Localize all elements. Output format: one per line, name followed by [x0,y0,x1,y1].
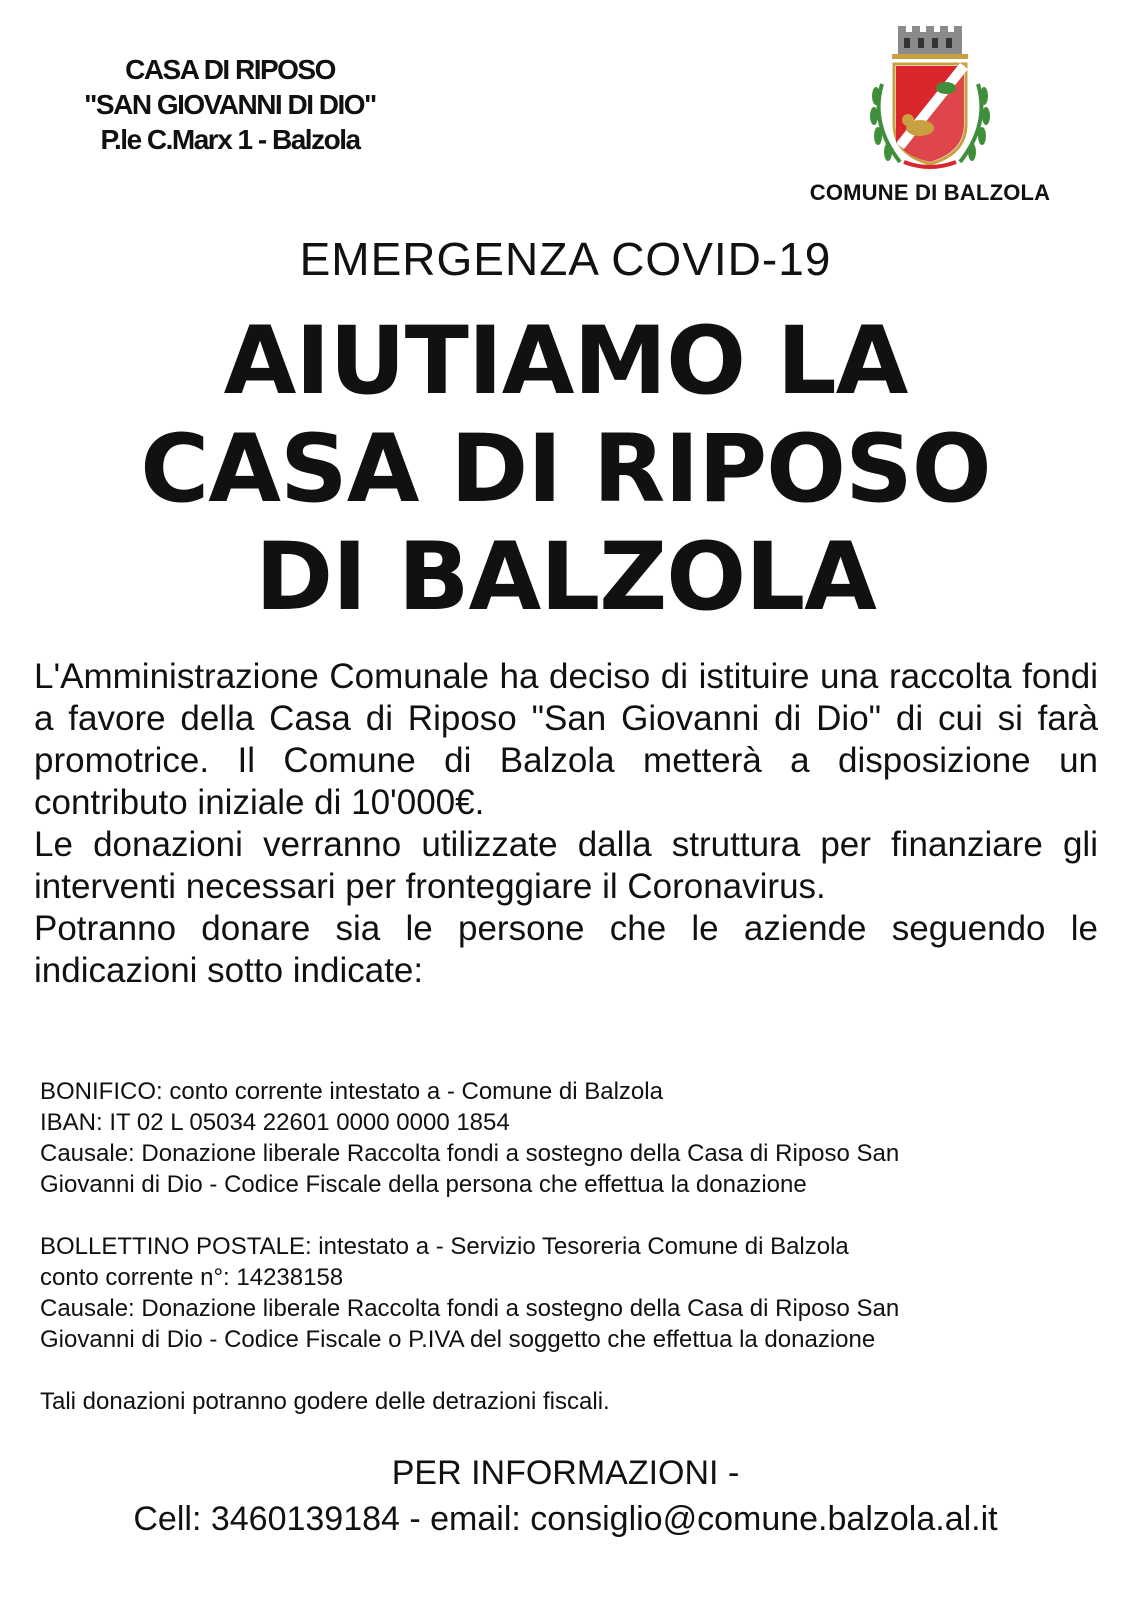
sender-line-1: CASA DI RIPOSO [125,54,335,85]
coat-of-arms-icon [860,24,1000,174]
bollettino-number: conto corrente n°: 14238158 [40,1264,344,1291]
paragraph-fundraising: L'Amministrazione Comunale ha deciso di istituire una raccolta fondi a favore della Casa di Riposo "San Giovanni di Dio" di cui si farà promotrice. Il Comune di Balzola metterà a disposizione un contributo iniziale di 10'000€. [34,657,1098,822]
paragraph-donations-use: Le donazioni verranno utilizzate dalla struttura per finanziare gli interventi necessari per fronteggiare il Coronavirus. [34,825,1098,906]
bonifico-account: BONIFICO: conto corrente intestato a - Comune di Balzola [40,1078,663,1105]
bollettino-block [40,1231,1100,1355]
comune-crest [800,24,1060,206]
bonifico-block [40,1076,1100,1200]
announcement-body [34,656,1098,992]
tax-note: Tali donazioni potranno godere delle detrazioni fiscali. [40,1388,610,1415]
bonifico-causale: Causale: Donazione liberale Raccolta fondi a sostegno della Casa di Riposo San [40,1140,900,1167]
paragraph-who-can-donate: Potranno donare sia le persone che le aziende seguendo le indicazioni sotto indicate: [34,909,1098,990]
sender-line-3: P.le C.Marx 1 - Balzola [100,124,360,155]
payment-details [40,1076,1100,1417]
headline-line-3: DI BALZOLA [255,523,876,632]
headline [0,308,1131,632]
sender-line-2: "SAN GIOVANNI DI DIO" [84,89,376,120]
info-heading: PER INFORMAZIONI - [391,1454,740,1492]
sender-address [60,52,400,157]
contact-info [0,1450,1131,1542]
bollettino-account: BOLLETTINO POSTALE: intestato a - Servizio Tesoreria Comune di Balzola [40,1233,849,1260]
bonifico-iban: IBAN: IT 02 L 05034 22601 0000 0000 1854 [40,1109,510,1136]
bollettino-causale: Causale: Donazione liberale Raccolta fondi a sostegno della Casa di Riposo San [40,1295,900,1322]
emergency-subtitle: EMERGENZA COVID-19 [299,233,832,285]
headline-line-1: AIUTIAMO LA [223,307,908,416]
contact-line: Cell: 3460139184 - email: consiglio@comune.balzola.al.it [133,1500,998,1538]
bollettino-causale-cont: Giovanni di Dio - Codice Fiscale o P.IVA del soggetto che effettua la donazione [40,1326,876,1353]
headline-line-2: CASA DI RIPOSO [140,415,991,524]
bonifico-causale-cont: Giovanni di Dio - Codice Fiscale della persona che effettua la donazione [40,1171,807,1198]
comune-label: COMUNE DI BALZOLA [809,180,1051,205]
